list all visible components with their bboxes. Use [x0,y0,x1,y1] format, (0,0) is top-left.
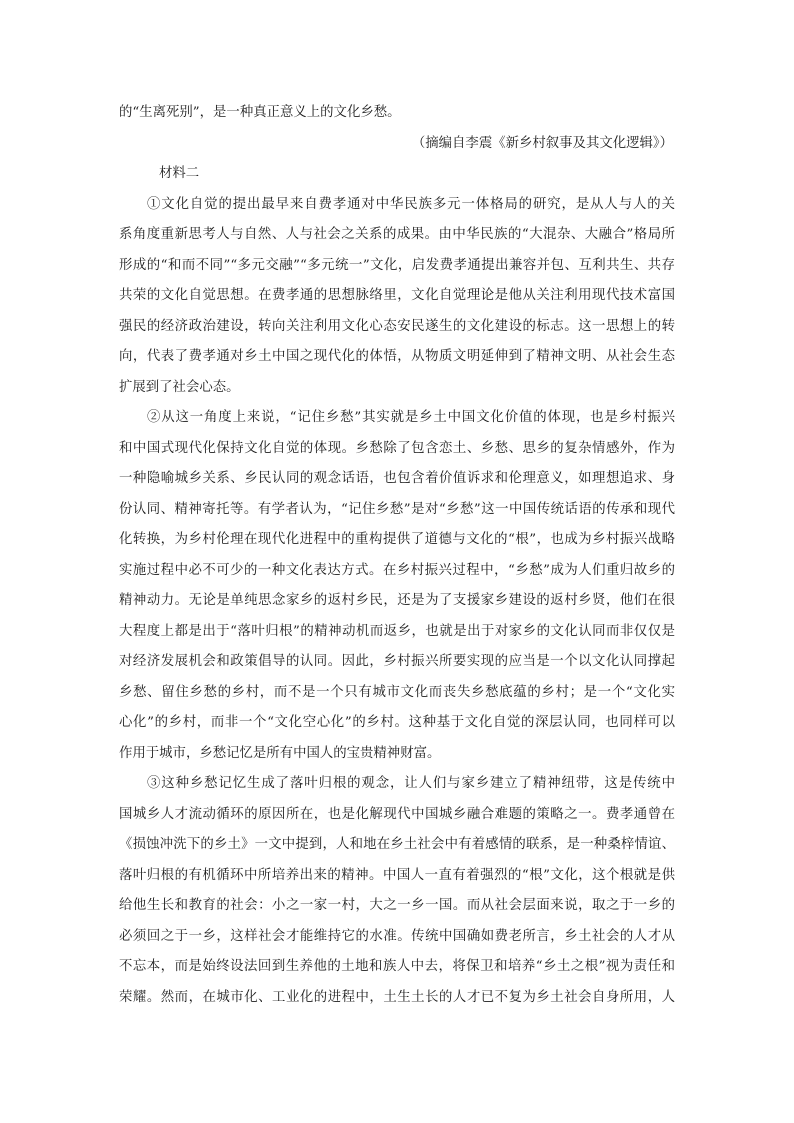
paragraph-line: 系角度重新思考人与自然、人与社会之关系的成果。由中华民族的“大混杂、大融合”格局所 [119,227,675,242]
paragraph-line: 和中国式现代化保持文化自觉的体现。乡愁除了包含恋土、乡愁、思乡的复杂情感外，作为 [119,440,675,456]
paragraph-line: ①文化自觉的提出最早来自费孝通对中华民族多元一体格局的研究，是从人与人的关 [147,196,675,212]
paragraph-line: 作用于城市，乡愁记忆是所有中国人的宝贵精神财富。 [119,745,441,761]
paragraph-line: 扩展到了社会心态。 [119,379,240,395]
paragraph-line: 化转换，为乡村伦理在现代化进程中的重构提供了道德与文化的“根”，也成为乡村振兴战略 [119,532,675,547]
paragraph-line: 乡愁、留住乡愁的乡村，而不是一个只有城市文化而丧失乡愁底蕴的乡村；是一个“文化实 [119,684,675,700]
document-page [119,98,675,1013]
paragraph-line: 共荣的文化自觉思想。在费孝通的思想脉络里，文化自觉理论是他从关注利用现代技术富国 [119,288,675,303]
paragraph-line: 一种隐喻城乡关系、乡民认同的观念话语，也包含着价值诉求和伦理意义，如理想追求、身 [119,471,675,486]
paragraph-line: ②从这一角度上来说，“记住乡愁”其实就是乡土中国文化价值的体现，也是乡村振兴 [147,410,675,425]
paragraph-line: 《损蚀冲洗下的乡土》一文中提到，人和地在乡土社会中有着感情的联系，是一种桑梓情谊、 [119,837,675,852]
paragraph-2 [119,403,675,769]
paragraph-line: 实施过程中必不可少的一种文化表达方式。在乡村振兴过程中，“乡愁”成为人们重归故乡的 [119,562,675,578]
opening-line: 的“生离死别”，是一种真正意义上的文化乡愁。 [119,105,401,120]
paragraph-line: 给他生长和教育的社会：小之一家一村，大之一乡一国。而从社会层面来说，取之于一乡的 [119,898,675,913]
paragraph-line: 形成的“和而不同”“多元交融”“多元统一”文化，启发费孝通提出兼容并包、互利共生、共存 [119,257,675,273]
paragraph-line: 心化”的乡村，而非一个“文化空心化”的乡村。这种基于文化自觉的深层认同，也同样可以 [119,715,675,730]
paragraph-line: 必须回之于一乡，这样社会才能维持它的水准。传统中国确如费老所言，乡土社会的人才从 [119,928,675,944]
paragraph-line: 强民的经济政治建设，转向关注利用文化心态安民遂生的文化建设的标志。这一思想上的转 [119,318,675,334]
source-citation: （摘编自李震《新乡村叙事及其文化逻辑》） [411,135,673,151]
paragraph-3 [119,769,675,1013]
paragraph-line: 对经济发展机会和政策倡导的认同。因此，乡村振兴所要实现的应当是一个以文化认同撑起 [119,654,675,669]
paragraph-line: ③这种乡愁记忆生成了落叶归根的观念，让人们与家乡建立了精神纽带，这是传统中 [147,776,675,791]
paragraph-line: 荣耀。然而，在城市化、工业化的进程中，土生土长的人才已不复为乡土社会自身所用，人 [119,989,675,1005]
paragraph-1 [119,190,675,404]
paragraph-line: 不忘本，而是始终设法回到生养他的土地和族人中去，将保卫和培养“乡土之根”视为责任和 [119,959,675,974]
paragraph-line: 国城乡人才流动循环的原因所在，也是化解现代中国城乡融合难题的策略之一。费孝通曾在 [119,806,675,822]
paragraph-line: 向，代表了费孝通对乡土中国之现代化的体悟，从物质文明延伸到了精神文明、从社会生态 [119,349,675,364]
paragraph-line: 落叶归根的有机循环中所培养出来的精神。中国人一直有着强烈的“根”文化，这个根就是供 [119,867,675,883]
paragraph-line: 份认同、精神寄托等。有学者认为，“记住乡愁”是对“乡愁”这一中国传统话语的传承和现代 [119,501,675,517]
section-heading: 材料二 [159,166,200,181]
paragraph-line: 大程度上都是出于“落叶归根”的精神动机而返乡，也就是出于对家乡的文化认同而非仅仅是 [119,623,675,639]
paragraph-line: 精神动力。无论是单纯思念家乡的返村乡民，还是为了支援家乡建设的返村乡贤，他们在很 [119,593,675,608]
